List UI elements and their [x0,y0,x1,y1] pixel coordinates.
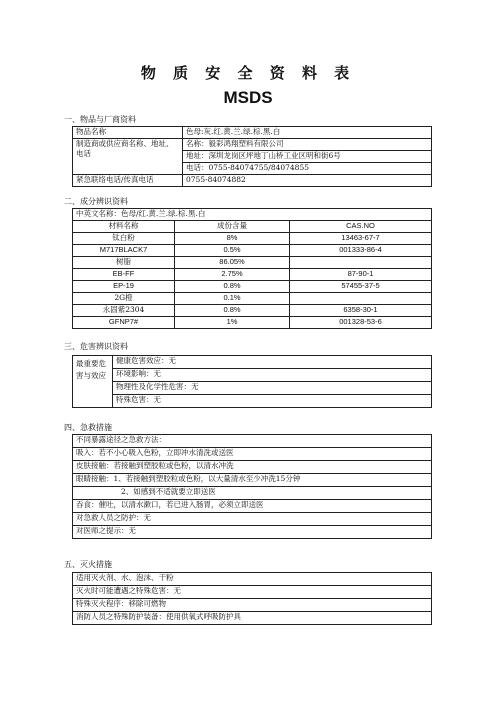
column-header: CAS.NO [290,221,432,233]
first-aid-table [72,434,432,539]
column-header: 材料名称 [73,221,175,233]
table-row [73,209,432,221]
table-row [73,599,432,612]
material-name: 2G橙 [73,293,175,305]
content-percent: 0.8% [175,281,290,293]
table-row [73,356,432,369]
firefighting-table [72,572,432,625]
table-row [73,369,432,382]
content-percent: 2.75% [175,269,290,281]
section-3-heading: 三、危害辨识资料 [64,342,128,351]
supplier-phone: 电话：0755-84074755/84074855 [183,163,432,175]
hazard-item: 健康危害效应：无 [113,356,432,369]
first-aid-item: 对急救人员之防护：无 [73,513,432,526]
firefighting-item: 灭火时可能遭遇之特殊危害：无 [73,586,432,599]
firefighting-item: 消防人员之特殊防护装备：使用供氧式呼吸防护具 [73,612,432,625]
table-row [73,305,432,317]
content-percent: 0.5% [175,245,290,257]
material-name: 永固紫2304 [73,305,175,317]
table-row [73,448,432,461]
first-aid-item: 2、如感到不适就要立即送医 [73,487,432,500]
table-row [73,500,432,513]
table-row [73,487,432,500]
material-name: M717BLACK7 [73,245,175,257]
product-supplier-table [72,126,432,187]
emergency-value: 0755-84074882 [183,175,432,187]
content-percent: 0.8% [175,305,290,317]
table-row [73,586,432,599]
content-percent: 1% [175,317,290,329]
hazard-item: 物理性及化学性危害：无 [113,382,432,395]
first-aid-item: 吞食：催吐，以清水漱口，若已进入肠胃，必须立即送医 [73,500,432,513]
section-1-heading: 一、物品与厂商资料 [64,115,136,124]
first-aid-item: 眼睛接触：1、若接触到塑胶粒或色粉，以大量清水至少冲洗15分钟 [73,474,432,487]
table-row [73,245,432,257]
cas-number: 57455-37-5 [290,281,432,293]
content-percent: 86.05% [175,257,290,269]
first-aid-item: 不同暴露途径之急救方法： [73,435,432,448]
section-4-heading: 四、急救措施 [64,423,112,432]
supplier-name: 名称：毅彩鸿翔塑料有限公司 [183,139,432,151]
table-row [73,612,432,625]
first-aid-item: 吸入：若不小心吸入色粉，立即冲水清洗或送医 [73,448,432,461]
cas-number [290,257,432,269]
firefighting-item: 适用灭火剂、水、泡沫、干粉 [73,573,432,586]
table-row [73,293,432,305]
hazard-item: 环境影响：无 [113,369,432,382]
supplier-label: 制造商或供应商名称、地址、电话 [73,139,183,175]
table-header-row [73,221,432,233]
cas-number: 13463-67-7 [290,233,432,245]
table-row [73,435,432,448]
first-aid-item: 对医师之提示：无 [73,526,432,539]
cas-number: 001328-53-6 [290,317,432,329]
section-5-heading: 五、灭火措施 [64,560,112,569]
material-name: GFNP7# [73,317,175,329]
table-row [73,395,432,408]
hazard-item: 特殊危害：无 [113,395,432,408]
table-row [73,382,432,395]
content-percent: 8% [175,233,290,245]
firefighting-item: 特殊灭火程序：移除可燃物 [73,599,432,612]
cas-number: 6358-30-1 [290,305,432,317]
table-row [73,233,432,245]
cas-number [290,293,432,305]
material-name: EP-19 [73,281,175,293]
table-row [73,573,432,586]
table-row [73,139,432,151]
table-row [73,474,432,487]
emergency-label: 紧急联络电话/传真电话 [73,175,183,187]
hazard-table [72,355,432,408]
table-row [73,317,432,329]
product-name-value: 色母:灰.红.黄.兰.绿.棕.黑.白 [183,127,432,139]
supplier-address: 地址：深圳龙岗区坪地丁山桥工业区明和街6号 [183,151,432,163]
cas-number: 87-90-1 [290,269,432,281]
document-subtitle: MSDS [223,88,273,107]
section-2-heading: 二、成分辨识资料 [64,197,128,206]
material-name: 树脂 [73,257,175,269]
table-row [73,175,432,187]
chinese-english-name: 中英文名称：色母/红.黄.兰.绿.棕.黑.白 [73,209,432,221]
table-row [73,127,432,139]
material-name: 钛白粉 [73,233,175,245]
composition-table [72,208,432,329]
column-header: 成份含量 [175,221,290,233]
content-percent: 0.1% [175,293,290,305]
product-name-label: 物品名称 [73,127,183,139]
table-row [73,269,432,281]
first-aid-item: 皮肤接触：若接触到塑胶粒或色粉，以清水冲洗 [73,461,432,474]
cas-number: 001333-86-4 [290,245,432,257]
table-row [73,461,432,474]
table-row [73,281,432,293]
table-row [73,526,432,539]
material-name: EB-FF [73,269,175,281]
table-row [73,513,432,526]
table-row [73,257,432,269]
hazard-label: 最重要危害与效应 [73,356,113,408]
document-title: 物 质 安 全 资 料 表 [140,64,356,82]
